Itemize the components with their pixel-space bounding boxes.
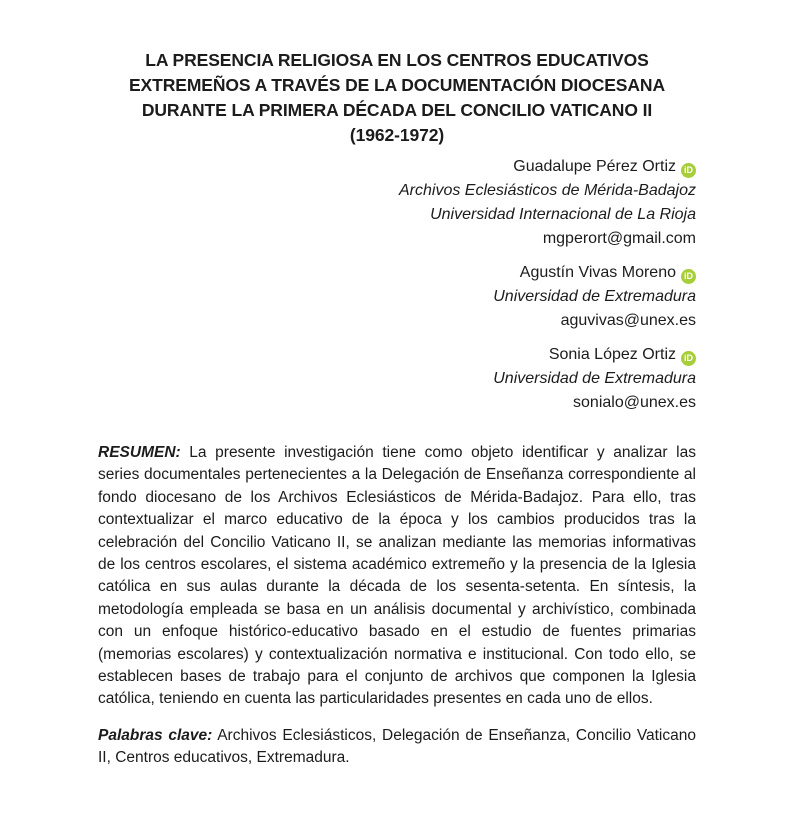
abstract-section <box>98 442 696 770</box>
author-name: Guadalupe Pérez Ortiz <box>513 158 676 175</box>
paper-title <box>98 48 696 148</box>
author-block <box>98 343 696 415</box>
author-name-row <box>98 343 696 367</box>
author-affiliation: Universidad de Extremadura <box>493 370 696 387</box>
author-email: mgperort@gmail.com <box>542 230 696 247</box>
author-email: sonialo@unex.es <box>573 394 696 411</box>
keywords-paragraph <box>98 725 696 770</box>
paper-title-line: DURANTE LA PRIMERA DÉCADA DEL CONCILIO VATICANO II <box>141 100 653 120</box>
authors-section <box>98 155 696 415</box>
abstract-text: La presente investigación tiene como objeto identificar y analizar las series documentales pertenecientes a la Delegación de Enseñanza correspondiente al fondo diocesano de los Archivos Eclesiásticos de Mérida-Badajoz. Para ello, tras contextualizar el marco educativo de la época y los cambios producidos tras la celebración del Concilio Vaticano II, se analizan mediante las memorias informativas de los centros escolares, el sistema académico extremeño y la presencia de la Iglesia católica en sus aulas durante la década de los sesenta-setenta. En síntesis, la metodología empleada se basa en un análisis documental y archivístico, combinada con un enfoque histórico-educativo basado en el estudio de fuentes primarias (memorias escolares) y contextualización normativa e institucional. Con todo ello, se establecen bases de trabajo para el conjunto de archivos que componen la Iglesia católica, teniendo en cuenta las particularidades presentes en cada uno de ellos. <box>98 444 696 708</box>
author-affiliation: Universidad Internacional de La Rioja <box>430 206 696 223</box>
orcid-icon[interactable]: iD <box>681 269 696 284</box>
orcid-icon[interactable]: iD <box>681 163 696 178</box>
author-block <box>98 261 696 333</box>
paper-title-line: (1962-1972) <box>349 125 445 145</box>
orcid-icon[interactable]: iD <box>681 351 696 366</box>
author-name: Agustín Vivas Moreno <box>519 264 676 281</box>
keywords-text: Archivos Eclesiásticos, Delegación de Enseñanza, Concilio Vaticano II, Centros educativos, Extremadura. <box>98 726 696 767</box>
author-email: aguvivas@unex.es <box>560 312 696 329</box>
keywords-label: Palabras clave: <box>98 726 213 744</box>
paper-title-line: LA PRESENCIA RELIGIOSA EN LOS CENTROS EDUCATIVOS <box>145 50 649 70</box>
author-name-row <box>98 155 696 179</box>
paper-title-line: EXTREMEÑOS A TRAVÉS DE LA DOCUMENTACIÓN DIOCESANA <box>128 75 665 95</box>
abstract-paragraph <box>98 442 696 711</box>
author-name-row <box>98 261 696 285</box>
author-block <box>98 155 696 251</box>
author-affiliation: Archivos Eclesiásticos de Mérida-Badajoz <box>398 182 696 199</box>
author-name: Sonia López Ortiz <box>548 346 676 363</box>
author-affiliation: Universidad de Extremadura <box>493 288 696 305</box>
abstract-label: RESUMEN: <box>98 444 181 461</box>
